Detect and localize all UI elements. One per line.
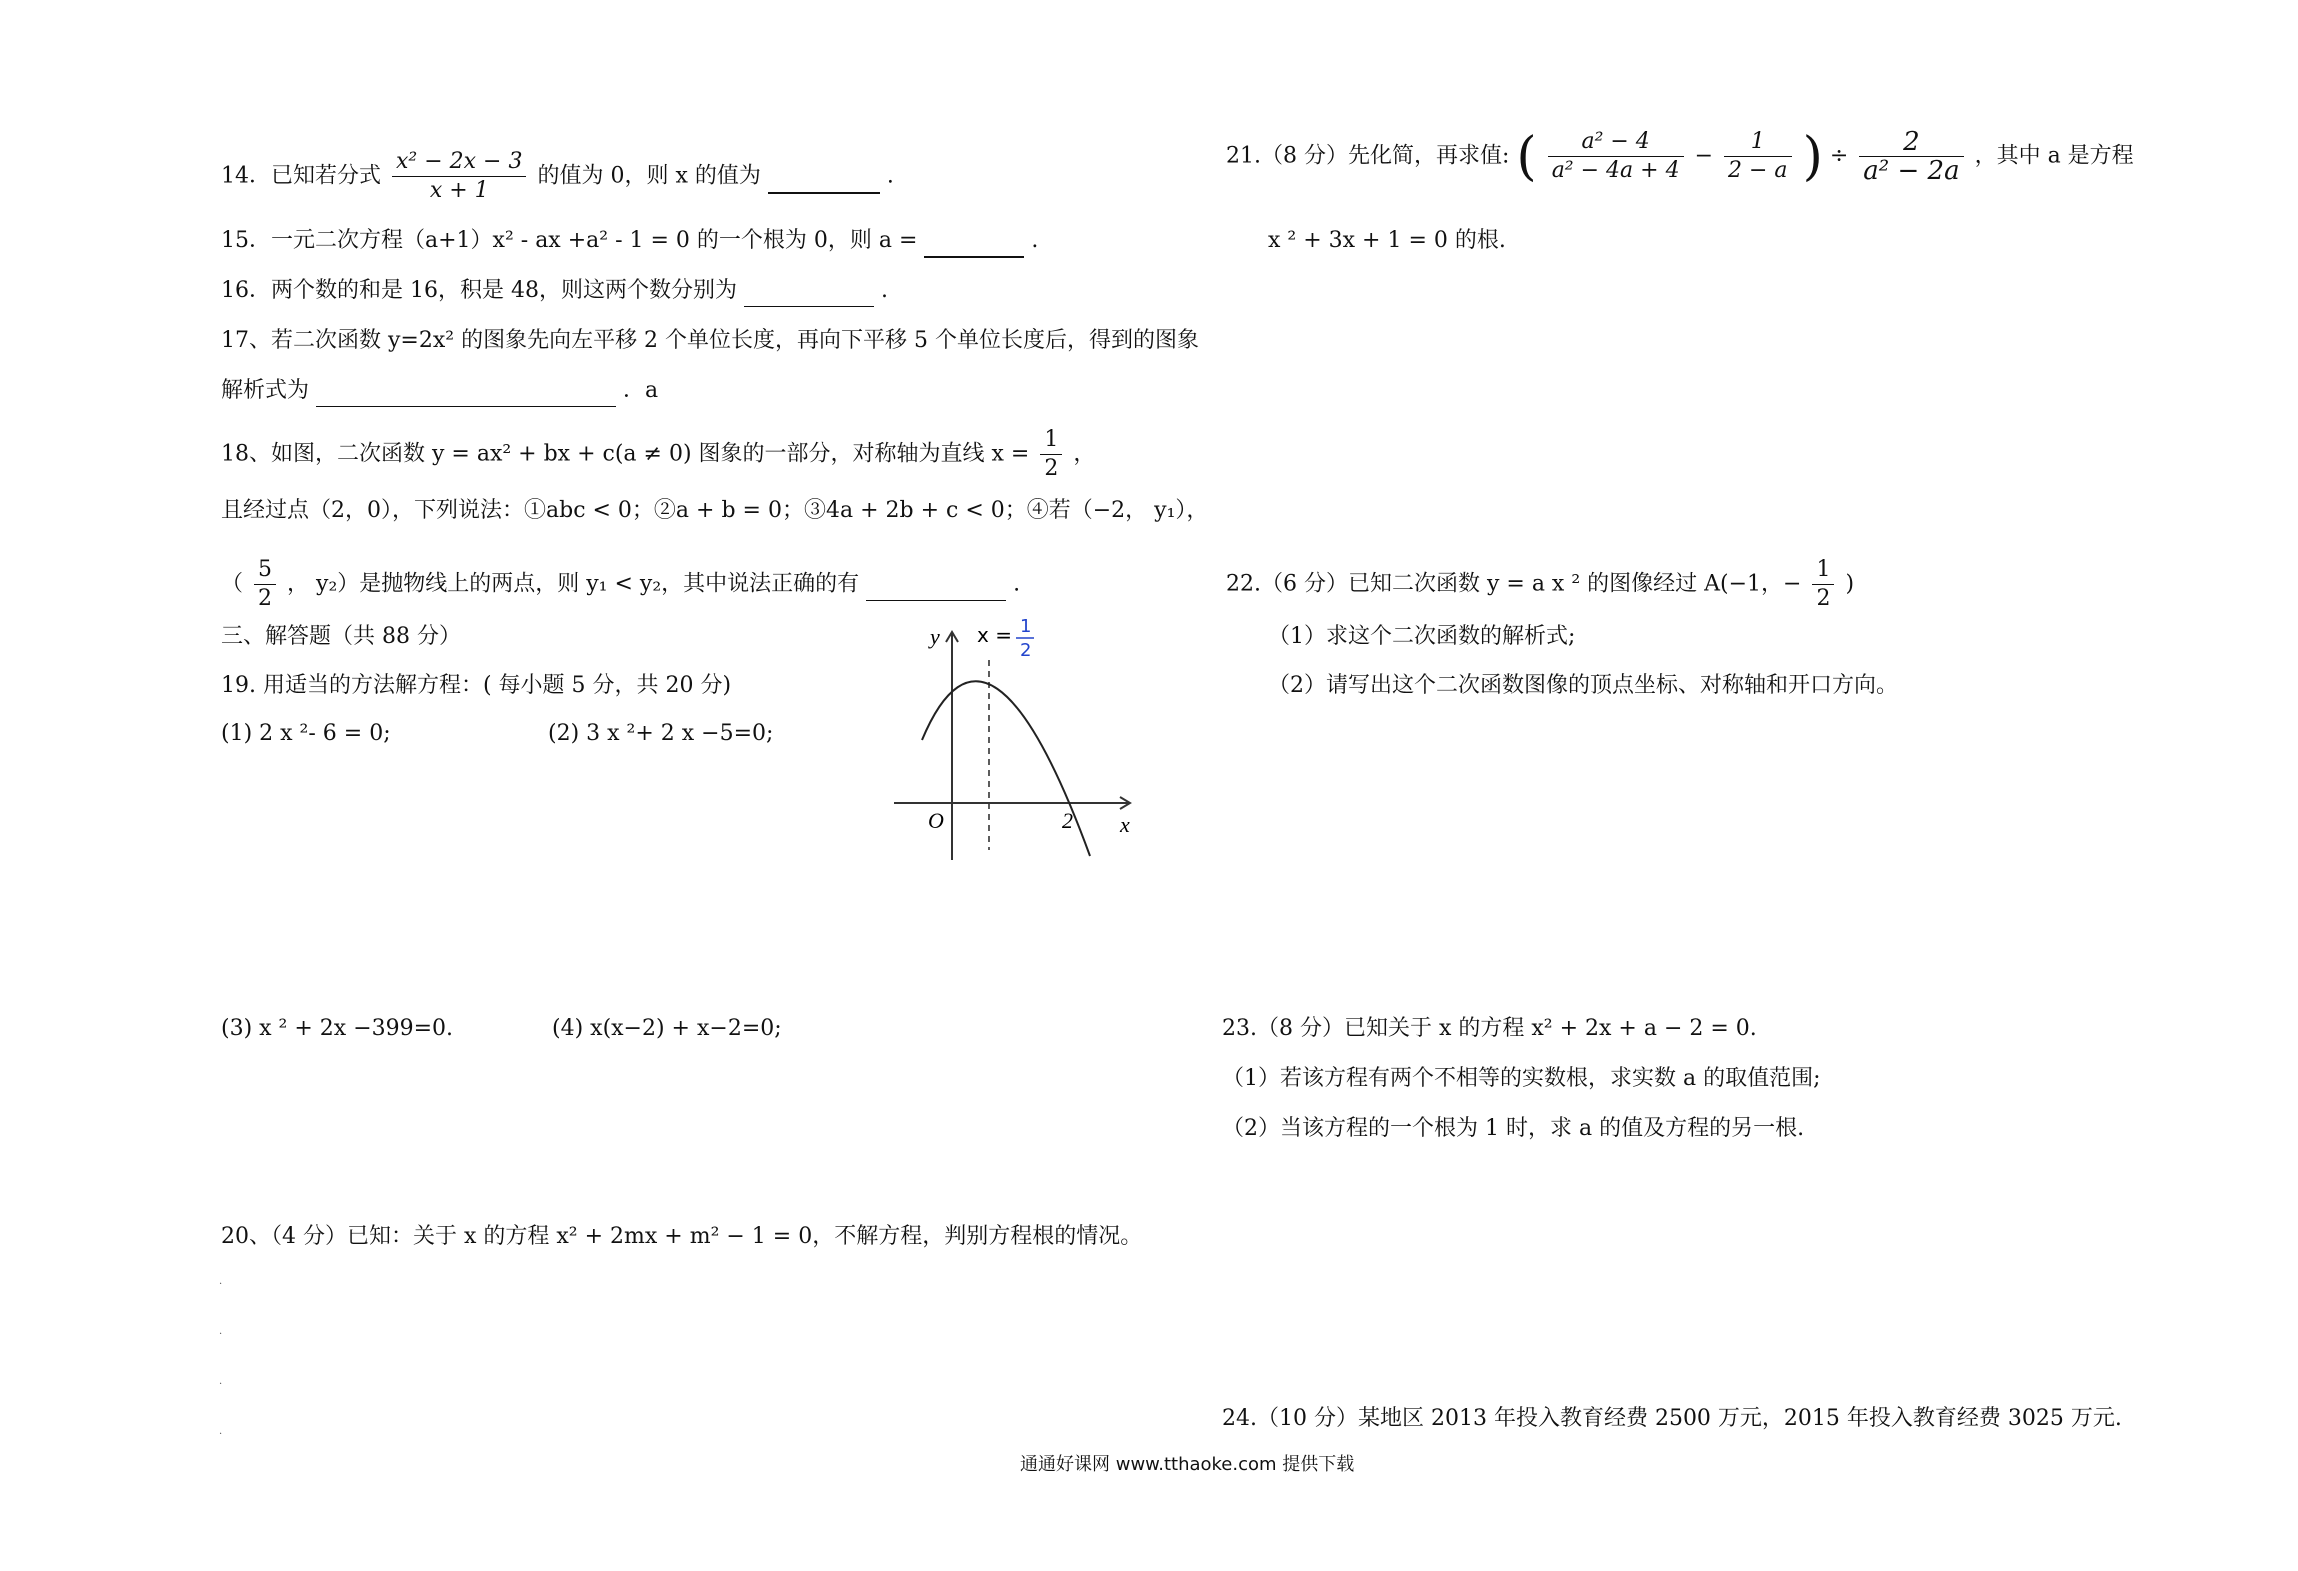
q18-line1-end: ， bbox=[1073, 441, 1096, 467]
q14-answer-blank[interactable] bbox=[768, 162, 880, 194]
q18-line3-end: . bbox=[1013, 571, 1021, 597]
q21-b-den: 2 − a bbox=[1728, 158, 1788, 183]
right-paren: ) bbox=[1802, 126, 1823, 187]
q18-line3-pre: （ bbox=[221, 571, 244, 597]
q14-fraction bbox=[392, 148, 526, 205]
q17-answer-blank[interactable] bbox=[316, 376, 616, 407]
q16-end: . bbox=[880, 278, 888, 303]
q23-part2: （2）当该方程的一个根为 1 时，求 a 的值及方程的另一根. bbox=[1222, 1116, 1805, 1141]
q21-post: ，其中 a 是方程 bbox=[1974, 143, 2134, 169]
q18-point-fraction bbox=[254, 556, 276, 613]
q21-frac-c bbox=[1859, 128, 1963, 185]
q21-frac-b bbox=[1724, 128, 1792, 185]
q21-c-den: a² − 2a bbox=[1863, 156, 1960, 186]
margin-dot: . bbox=[219, 1426, 223, 1437]
q14-post: 的值为 0，则 x 的值为 bbox=[537, 163, 761, 189]
q18-line1 bbox=[221, 426, 1095, 483]
q21-minus: − bbox=[1694, 143, 1714, 169]
q19-part2: (2) 3 x ²+ 2 x −5=0; bbox=[548, 721, 774, 746]
left-paren: ( bbox=[1516, 126, 1537, 187]
margin-dot: . bbox=[219, 1326, 223, 1337]
q18-axis-fraction bbox=[1040, 426, 1062, 483]
q18-line3-den: 2 bbox=[258, 586, 273, 611]
margin-dot: . bbox=[219, 1276, 223, 1287]
q17-line2-end: ．a bbox=[623, 378, 659, 403]
q16-answer-blank[interactable] bbox=[744, 276, 874, 307]
q22-num: 1 bbox=[1812, 556, 1834, 585]
q21-a-den: a² − 4a + 4 bbox=[1551, 158, 1680, 183]
q19-part1: (1) 2 x ²- 6 = 0; bbox=[221, 721, 391, 746]
q24: 24.（10 分）某地区 2013 年投入教育经费 2500 万元，2015 年投入教育经费 3025 万元. bbox=[1222, 1406, 2122, 1431]
root-label: 2 bbox=[1062, 808, 1073, 833]
q22-post: ) bbox=[1845, 571, 1855, 597]
q17-line1: 17、若二次函数 y=2x² 的图象先向左平移 2 个单位长度，再向下平移 5 个单位长度后，得到的图象 bbox=[221, 328, 1200, 353]
q23-title: 23.（8 分）已知关于 x 的方程 x² + 2x + a − 2 = 0. bbox=[1222, 1016, 1757, 1041]
q19-part4: (4) x(x−2) + x−2=0; bbox=[552, 1016, 782, 1041]
q18-frac-num: 1 bbox=[1040, 426, 1062, 455]
axis-label: x = bbox=[977, 623, 1012, 647]
q17-line2 bbox=[221, 376, 658, 407]
q18-line1-pre: 18、如图，二次函数 y = ax² + bx + c(a ≠ 0) 图象的一部分，对称轴为直线 x = bbox=[221, 441, 1030, 467]
footer-source: 通通好课网 www.tthaoke.com 提供下载 bbox=[1020, 1454, 1355, 1475]
y-label: y bbox=[930, 624, 940, 649]
q23-part1: （1）若该方程有两个不相等的实数根，求实数 a 的取值范围; bbox=[1222, 1066, 1821, 1091]
q18-frac-den: 2 bbox=[1044, 456, 1059, 481]
q21-frac-a bbox=[1548, 128, 1684, 185]
q20: 20、（4 分）已知：关于 x 的方程 x² + 2mx + m² − 1 = 0，不解方程，判别方程根的情况。 bbox=[221, 1224, 1143, 1249]
q14-pre: 14．已知若分式 bbox=[221, 163, 381, 189]
q18-line3-post: ， y₂）是抛物线上的两点，则 y₁ < y₂，其中说法正确的有 bbox=[287, 571, 860, 597]
q21-pre: 21.（8 分）先化简，再求值: bbox=[1226, 143, 1510, 169]
q14 bbox=[221, 148, 894, 205]
q15-text: 15．一元二次方程（a+1）x² - ax +a² - 1 = 0 的一个根为 0，则 a = bbox=[221, 228, 925, 253]
q22-part2: （2）请写出这个二次函数图像的顶点坐标、对称轴和开口方向。 bbox=[1268, 673, 1898, 698]
q18-line2: 且经过点（2，0），下列说法：①abc < 0；②a + b = 0；③4a + 2b + c < 0；④若（−2， y₁）， bbox=[221, 498, 1209, 523]
q15-end: . bbox=[1031, 228, 1039, 253]
q16 bbox=[221, 276, 888, 307]
parabola-graph bbox=[890, 610, 1140, 860]
q21-line2: x ² + 3x + 1 = 0 的根. bbox=[1268, 228, 1506, 253]
origin-label: O bbox=[928, 808, 944, 833]
q14-end: . bbox=[886, 163, 894, 189]
q14-numerator: x² − 2x − 3 bbox=[392, 148, 526, 177]
q22-den: 2 bbox=[1816, 586, 1831, 611]
q22-title bbox=[1226, 556, 1854, 613]
q21-c-num: 2 bbox=[1859, 128, 1963, 157]
q22-fraction bbox=[1812, 556, 1834, 613]
q18-line3-num: 5 bbox=[254, 556, 276, 585]
q16-text: 16．两个数的和是 16，积是 48，则这两个数分别为 bbox=[221, 278, 737, 303]
q21-b-num: 1 bbox=[1724, 128, 1792, 157]
q15-answer-blank[interactable] bbox=[924, 226, 1024, 258]
axis-frac-num: 1 bbox=[1020, 616, 1032, 637]
q21-a-num: a² − 4 bbox=[1548, 128, 1684, 157]
q19-title: 19. 用适当的方法解方程：( 每小题 5 分，共 20 分) bbox=[221, 673, 732, 698]
axis-frac-den: 2 bbox=[1020, 640, 1032, 661]
q17-line2-pre: 解析式为 bbox=[221, 378, 310, 403]
q21-div: ÷ bbox=[1829, 143, 1849, 169]
q21-line1 bbox=[1226, 128, 2134, 185]
q22-part1: （1）求这个二次函数的解析式; bbox=[1268, 624, 1576, 649]
q18-answer-blank[interactable] bbox=[866, 570, 1006, 601]
q22-pre: 22.（6 分）已知二次函数 y = a x ² 的图像经过 A(−1，− bbox=[1226, 571, 1802, 597]
margin-dot: . bbox=[219, 1376, 223, 1387]
q19-part3: (3) x ² + 2x −399=0. bbox=[221, 1016, 454, 1041]
q14-denominator: x + 1 bbox=[429, 178, 489, 203]
q18-line3 bbox=[221, 556, 1020, 613]
section3-heading: 三、解答题（共 88 分） bbox=[221, 624, 461, 649]
q15 bbox=[221, 226, 1038, 258]
x-label: x bbox=[1120, 812, 1130, 837]
